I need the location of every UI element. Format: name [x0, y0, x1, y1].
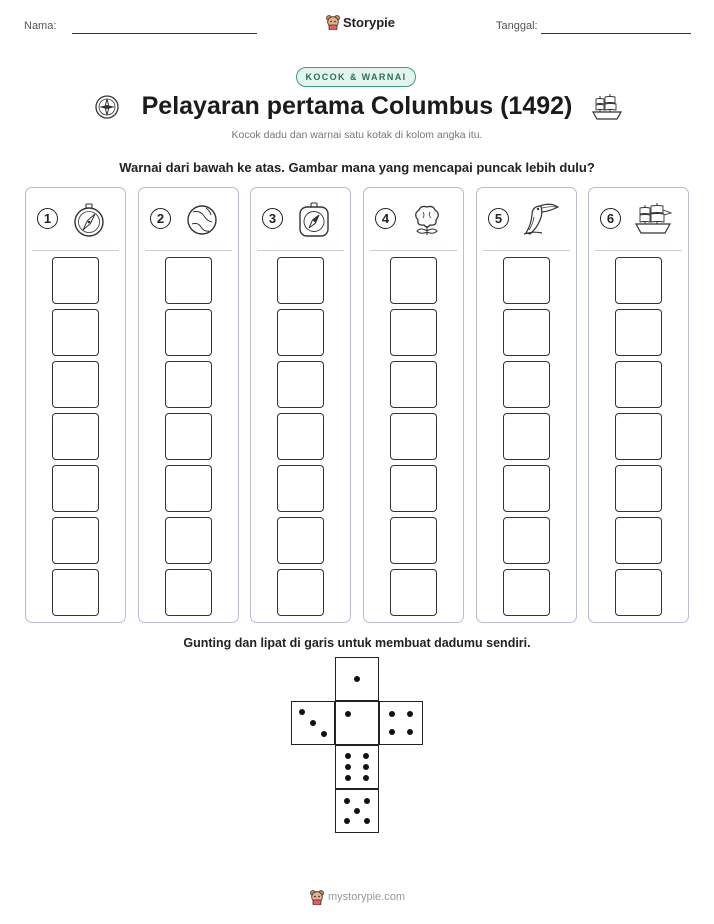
color-box[interactable]	[52, 569, 99, 616]
die-pip	[407, 729, 413, 735]
die-pip	[389, 711, 395, 717]
color-box[interactable]	[615, 309, 662, 356]
color-box[interactable]	[390, 569, 437, 616]
color-box[interactable]	[52, 361, 99, 408]
die-pip	[389, 729, 395, 735]
die-face-1	[335, 657, 379, 701]
sailing-ship-icon	[590, 92, 624, 122]
instruction: Warnai dari bawah ke atas. Gambar mana yang mencapai puncak lebih dulu?	[119, 160, 595, 175]
name-line[interactable]	[72, 33, 257, 34]
column-number: 1	[37, 208, 58, 229]
die-pip	[354, 808, 360, 814]
color-box[interactable]	[52, 517, 99, 564]
color-box[interactable]	[390, 465, 437, 512]
die-pip	[345, 753, 351, 759]
cotton-flower-icon	[409, 202, 445, 238]
color-box[interactable]	[277, 309, 324, 356]
column-number: 2	[150, 208, 171, 229]
color-box[interactable]	[390, 413, 437, 460]
toucan-icon	[520, 198, 560, 238]
color-column-3	[250, 187, 351, 623]
color-box[interactable]	[615, 465, 662, 512]
color-box[interactable]	[165, 361, 212, 408]
color-column-1	[25, 187, 126, 623]
die-pip	[363, 775, 369, 781]
color-box[interactable]	[277, 413, 324, 460]
color-box[interactable]	[277, 569, 324, 616]
color-column-2	[138, 187, 239, 623]
column-number: 6	[600, 208, 621, 229]
color-box[interactable]	[390, 257, 437, 304]
bear-icon	[326, 14, 340, 30]
die-pip	[363, 764, 369, 770]
die-pip	[299, 709, 305, 715]
sailing-ship-icon	[633, 201, 673, 237]
die-pip	[345, 764, 351, 770]
color-column-4	[363, 187, 464, 623]
subtitle: Kocok dadu dan warnai satu kotak di kolom angka itu.	[231, 129, 483, 141]
color-box[interactable]	[615, 257, 662, 304]
brand-logo	[326, 14, 395, 30]
color-box[interactable]	[615, 569, 662, 616]
color-box[interactable]	[615, 361, 662, 408]
column-divider	[32, 250, 119, 251]
color-box[interactable]	[52, 465, 99, 512]
column-number: 4	[375, 208, 396, 229]
die-pip	[310, 720, 316, 726]
die-pip	[364, 798, 370, 804]
column-divider	[145, 250, 232, 251]
color-column-6	[588, 187, 689, 623]
navigation-compass-icon	[296, 202, 332, 238]
color-box[interactable]	[277, 361, 324, 408]
column-number: 3	[262, 208, 283, 229]
bear-icon	[310, 889, 324, 905]
color-box[interactable]	[165, 413, 212, 460]
cut-instruction: Gunting dan lipat di garis untuk membuat dadumu sendiri.	[183, 636, 531, 650]
color-box[interactable]	[503, 569, 550, 616]
color-box[interactable]	[503, 309, 550, 356]
color-box[interactable]	[165, 465, 212, 512]
die-pip	[345, 711, 351, 717]
die-face-3	[291, 701, 335, 745]
color-box[interactable]	[52, 257, 99, 304]
color-box[interactable]	[390, 309, 437, 356]
die-pip	[407, 711, 413, 717]
date-line[interactable]	[541, 33, 691, 34]
page-title: Pelayaran pertama Columbus (1492)	[141, 92, 573, 120]
date-label: Tanggal:	[496, 20, 538, 32]
die-pip	[344, 798, 350, 804]
die-pip	[344, 818, 350, 824]
color-box[interactable]	[390, 361, 437, 408]
color-box[interactable]	[503, 361, 550, 408]
die-face-5	[335, 789, 379, 833]
color-box[interactable]	[52, 413, 99, 460]
die-pip	[363, 753, 369, 759]
color-box[interactable]	[503, 413, 550, 460]
globe-icon	[184, 202, 220, 238]
column-divider	[483, 250, 570, 251]
die-pip	[321, 731, 327, 737]
die-pip	[354, 676, 360, 682]
column-number: 5	[488, 208, 509, 229]
color-box[interactable]	[165, 309, 212, 356]
color-box[interactable]	[277, 465, 324, 512]
color-box[interactable]	[52, 309, 99, 356]
color-box[interactable]	[615, 517, 662, 564]
color-column-5	[476, 187, 577, 623]
die-face-6	[335, 745, 379, 789]
footer	[310, 889, 405, 905]
color-box[interactable]	[503, 517, 550, 564]
column-divider	[257, 250, 344, 251]
color-box[interactable]	[277, 517, 324, 564]
color-box[interactable]	[503, 465, 550, 512]
color-box[interactable]	[615, 413, 662, 460]
color-box[interactable]	[165, 257, 212, 304]
compass-icon	[71, 202, 107, 238]
die-pip	[345, 775, 351, 781]
footer-url[interactable]: mystorypie.com	[328, 891, 406, 903]
color-box[interactable]	[165, 517, 212, 564]
column-divider	[370, 250, 457, 251]
name-label: Nama:	[24, 20, 57, 32]
color-box[interactable]	[165, 569, 212, 616]
color-box[interactable]	[277, 257, 324, 304]
color-box[interactable]	[390, 517, 437, 564]
die-face-4	[379, 701, 423, 745]
column-divider	[595, 250, 682, 251]
color-box[interactable]	[503, 257, 550, 304]
activity-badge: KOCOK & WARNAI	[296, 67, 416, 87]
die-face-1	[335, 701, 379, 745]
brand-name: Storypie	[343, 14, 396, 30]
die-pip	[364, 818, 370, 824]
